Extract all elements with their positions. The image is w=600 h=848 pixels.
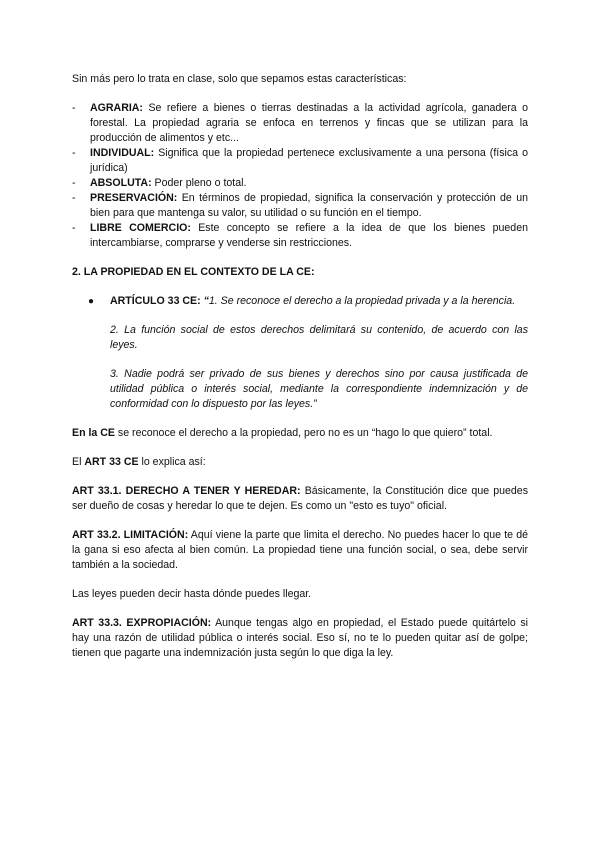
bullet-dash: - [72,192,76,204]
bold-ce: En la CE [72,427,115,439]
definition-individual: Significa que la propiedad pertenece exclusivamente a una persona (física o jurídica) [90,147,528,174]
article-33-block [72,294,528,412]
paragraph-explica [72,455,528,470]
list-item [72,176,528,191]
term-libre-comercio: LIBRE COMERCIO: [90,222,191,234]
term-agraria: AGRARIA: [90,102,143,114]
text-explica-post: lo explica así: [138,456,206,468]
paragraph-art-33-2 [72,528,528,573]
text-art-33-2: Aquí viene la parte que limita el derecho. No puedes hacer lo que te dé la gana si eso afecta al bien común. La propiedad tiene una función social, o sea, debe servir también a la sociedad. [72,529,528,571]
quote-open: “ [200,295,209,307]
term-individual: INDIVIDUAL: [90,147,155,159]
article-para-2: 2. La función social de estos derechos delimitará su contenido, de acuerdo con las leyes. [110,324,528,351]
bullet-dash: - [72,222,76,234]
bold-art-33-2: ART 33.2. LIMITACIÓN: [72,529,189,541]
definition-preservacion: En términos de propiedad, significa la conservación y protección de un bien para que mantenga su valor, su utilidad o su función en el tiempo. [90,192,528,219]
text-ce: se reconoce el derecho a la propiedad, pero no es un “hago lo que quiero” total. [114,427,493,439]
list-item [72,191,528,221]
bold-art33: ART 33 CE [84,456,139,468]
section-heading: 2. LA PROPIEDAD EN EL CONTEXTO DE LA CE: [72,266,315,278]
bullet-dash: - [72,177,76,189]
paragraph-ce [72,426,528,441]
bullet-dash: - [72,147,76,159]
article-quote [110,294,528,412]
document-page [72,72,528,675]
intro-paragraph: Sin más pero lo trata en clase, solo que sepamos estas características: [72,73,407,85]
article-para-1 [110,294,528,309]
definition-libre-comercio: Este concepto se refiere a la idea de que los bienes pueden intercambiarse, comprarse y venderse sin restricciones. [90,222,528,249]
text-art-33-3: Aunque tengas algo en propiedad, el Estado puede quitártelo si hay una razón de utilidad pública o interés social. Eso sí, no te lo pueden quitar así de golpe; tienen que pagarte una indemnización justa según lo que diga la ley. [72,617,528,659]
bullet-dash: - [72,102,76,114]
list-item [72,101,528,146]
article-para-3: 3. Nadie podrá ser privado de sus bienes y derechos sino por causa justificada de utilidad pública o interés social, mediante la correspondiente indemnización y de conformidad con lo dispuesto por las leyes.” [110,368,528,410]
article-text-1: 1. Se reconoce el derecho a la propiedad privada y a la herencia. [208,295,516,307]
list-item [72,146,528,176]
term-absoluta: ABSOLUTA: [90,177,152,189]
paragraph-leyes: Las leyes pueden decir hasta dónde puedes llegar. [72,588,312,600]
definition-absoluta: Poder pleno o total. [151,177,247,189]
text-explica-pre: El [72,456,85,468]
term-preservacion: PRESERVACIÓN: [90,192,178,204]
bold-art-33-3: ART 33.3. EXPROPIACIÓN: [72,617,212,629]
paragraph-art-33-1 [72,484,528,514]
bold-art-33-1: ART 33.1. DERECHO A TENER Y HEREDAR: [72,485,301,497]
text-art-33-1: Básicamente, la Constitución dice que puedes ser dueño de cosas y heredar lo que te dejen. Es como un "esto es tuyo" oficial. [72,485,528,512]
list-item [72,221,528,251]
article-label: ARTÍCULO 33 CE: [110,295,201,307]
bullet-dot: ● [88,296,95,307]
definition-agraria: Se refiere a bienes o tierras destinadas a la actividad agrícola, ganadera o forestal. La propiedad agraria se enfoca en terrenos y fincas que se utilizan para la producción de alimentos y etc... [90,102,528,144]
paragraph-art-33-3 [72,616,528,661]
characteristics-list [72,101,528,251]
